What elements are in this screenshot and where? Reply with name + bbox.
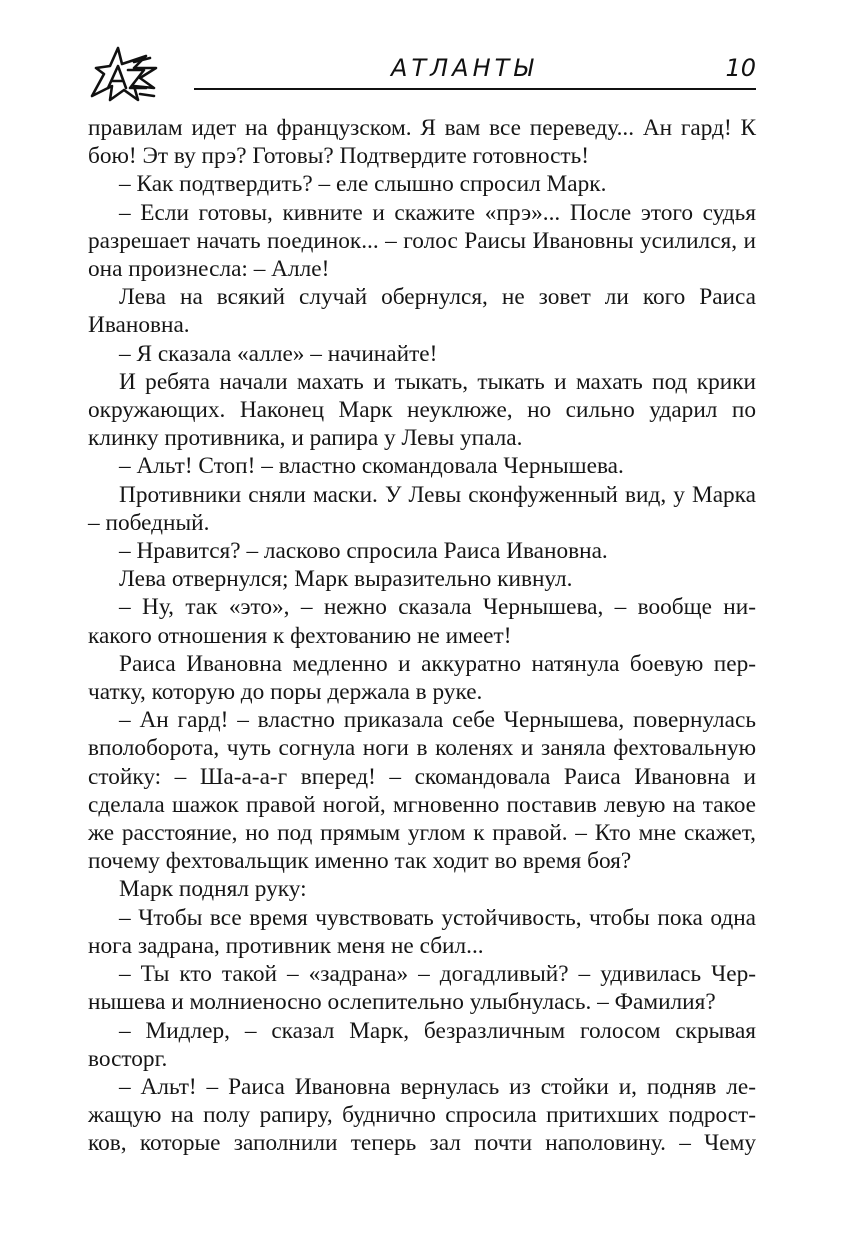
paragraph: правилам идет на французском. Я вам все переведу... Ан гард! К бою! Эт ву прэ? Готовы? Подтвердите готовность! [88,115,756,170]
paragraph: – Альт! Стоп! – властно скомандовала Чернышева. [119,453,624,480]
az-publisher-logo-icon [88,44,162,104]
paragraph: – Ну, так «это», – нежно сказала Чернышева, – вообще никакого отношения к фехтованию не имеет! [88,594,756,649]
page-number: 10 [725,54,756,82]
paragraph: Раиса Ивановна медленно и аккуратно натянула боевую перчатку, которую до поры держала в руке. [88,650,756,706]
paragraph: – Мидлер, – сказал Марк, безразличным голосом скрывая восторг. [88,1017,756,1072]
running-header [88,44,756,104]
running-title: АТЛАНТЫ [391,54,537,82]
paragraph: – Чтобы все время чувствовать устойчивость, чтобы пока одна нога задрана, противник меня не сбил... [88,904,756,959]
paragraph: – Ты кто такой – «задрана» – догадливый? – удивилась Чернышева и молниеносно ослепительно улыбнулась. – Фамилия? [88,961,756,1016]
paragraph: – Ан гард! – властно приказала себе Чернышева, повернулась вполоборота, чуть согнула ноги в коленях и заняла фехтовальную стойку: – Ша-а-а-г вперед! – скомандовала Раиса Ивановна и сделала шажок правой ногой, мгновенно поставив левую на такое же расстояние, но под прямым углом к правой. – Кто мне скажет, почему фехтовальщик именно так ходит во время боя? [88,707,756,875]
paragraph: Марк поднял руку: [119,876,307,903]
paragraph: – Как подтвердить? – еле слышно спросил Марк. [119,171,607,198]
paragraph: Лева на всякий случай обернулся, не зовет ли кого Раиса Ивановна. [88,284,756,339]
body-text [88,114,756,1158]
header-rule [194,88,756,90]
paragraph: И ребята начали махать и тыкать, тыкать и махать под крики окружающих. Наконец Марк неуклюже, но сильно ударил по клинку противника, и рапира у Левы упала. [88,368,756,452]
paragraph: Противники сняли маски. У Левы сконфуженный вид, у Марка – победный. [88,481,756,536]
paragraph: Лева отвернулся; Марк выразительно кивнул. [119,566,573,593]
paragraph: – Альт! – Раиса Ивановна вернулась из стойки и, подняв лежащую на полу рапиру, буднично спросила притихших подростков, которые заполнили теперь зал почти наполовину. – Чему [88,1073,756,1157]
paragraph: – Если готовы, кивните и скажите «прэ»... После этого судья разрешает начать поединок... – голос Раисы Ивановны усилился, и она произнесла: – Алле! [88,199,756,283]
paragraph: – Нравится? – ласково спросила Раиса Ивановна. [119,538,608,565]
paragraph: – Я сказала «алле» – начинайте! [119,340,438,367]
